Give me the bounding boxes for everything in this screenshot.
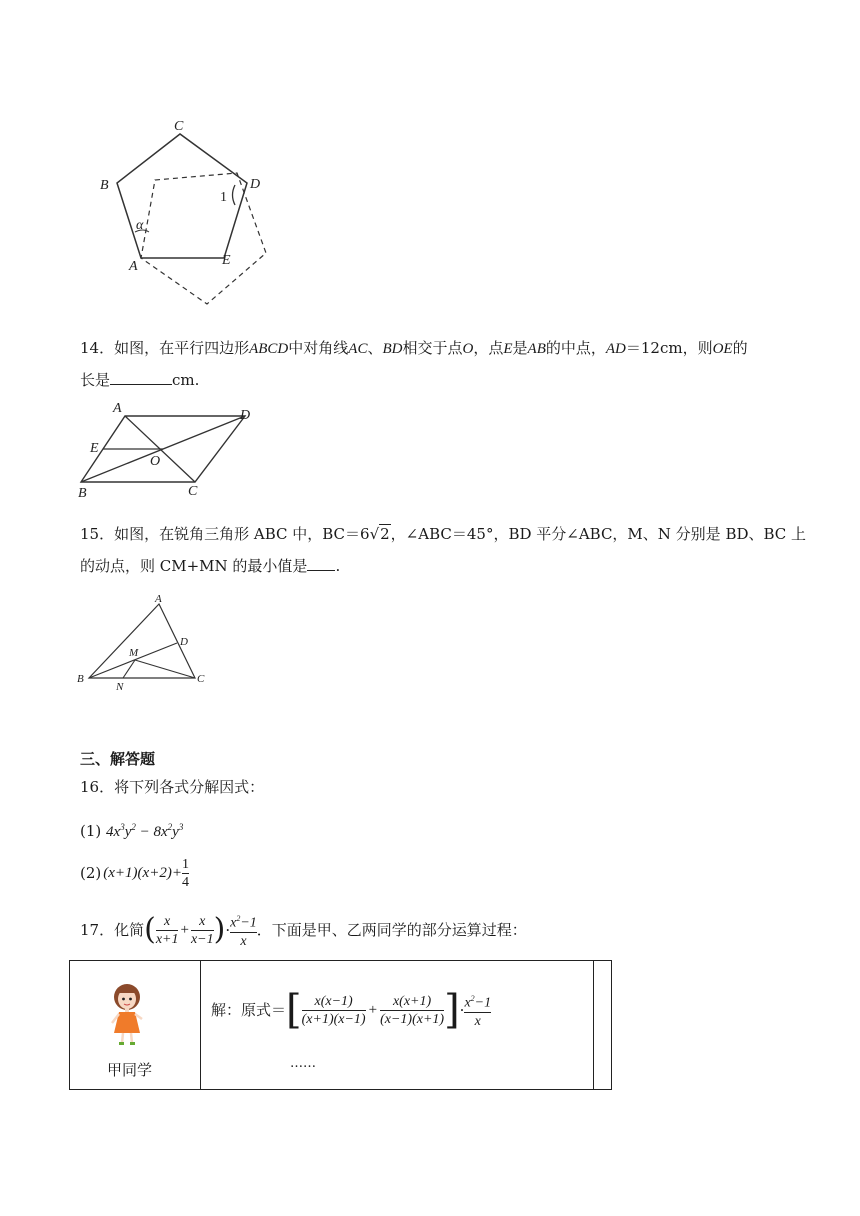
label-1: 1	[220, 190, 227, 205]
expr-16-2: (x+1)(x+2)+	[103, 865, 182, 881]
solution-cell	[201, 961, 594, 1090]
label-A: A	[155, 593, 162, 605]
label-C: C	[188, 484, 198, 499]
label-B: B	[100, 178, 109, 193]
frac-one-quarter: $\frac{1}{4}$	[181, 856, 189, 890]
solution-ellipsis: ……	[290, 1056, 316, 1071]
student-name: 甲同学	[107, 1061, 153, 1079]
section-heading: 三、解答题	[80, 750, 156, 768]
solution-line1: 解：原式＝ [ $\frac{x(x-1)}{(x+1)(x-1)}$ + $\frac{x(x+1)}{(x-1)(x+1)}$ ] · $\frac{x^2-1}{x}$	[211, 987, 492, 1033]
dashed-square	[141, 173, 266, 304]
figure-15-triangle	[75, 590, 215, 694]
pentagon	[117, 134, 247, 258]
q14-answer-blank[interactable]	[110, 370, 172, 385]
label-D: D	[240, 408, 251, 423]
label-A: A	[129, 259, 138, 274]
label-alpha: α	[136, 218, 144, 233]
label-E: E	[222, 253, 231, 268]
figure-14-parallelogram	[75, 398, 265, 502]
q15-line1: 15．如图，在锐角三角形 ABC 中，BC＝6√2，∠ABC＝45°，BD 平分∠ABC，M、N 分别是 BD、BC 上	[80, 525, 807, 543]
label-C: C	[174, 119, 184, 134]
q15-answer-blank[interactable]	[307, 556, 335, 571]
label-A: A	[113, 401, 122, 416]
student-cell	[70, 961, 201, 1090]
sqrt-sign: √	[369, 525, 380, 543]
label-M: M	[129, 647, 139, 659]
label-B: B	[77, 673, 84, 685]
label-B: B	[78, 486, 87, 501]
q17-stem: 17．化简 ( $\frac{x}{x+1}$ + $\frac{x}{x-1}$ ) · $\frac{x^2-1}{x}$ ．下面是甲、乙两同学的部分运算过程：	[80, 912, 527, 949]
label-C: C	[197, 673, 205, 685]
label-N: N	[116, 681, 124, 693]
q14-line2: 长是 cm.	[80, 371, 200, 389]
label-D: D	[180, 636, 188, 648]
label-D: D	[250, 177, 261, 192]
label-O: O	[150, 454, 161, 469]
figure-13-pentagon	[85, 110, 285, 310]
q14-line1: 14．如图，在平行四边形ABCD中对角线AC、BD相交于点O，点E是AB的中点，AD＝12cm，则OE的	[80, 339, 748, 357]
segment-CM	[135, 660, 195, 678]
empty-narrow-cell	[594, 961, 612, 1090]
label-E: E	[90, 441, 99, 456]
q16-part1: (1) $4x^3y^2 - 8x^2y^3$	[80, 822, 184, 840]
segment-MN	[123, 660, 135, 678]
girl-avatar-icon	[107, 983, 147, 1047]
solution-table	[69, 960, 612, 1090]
angle-1-arc	[233, 185, 236, 205]
q16-stem: 16．将下列各式分解因式：	[80, 778, 265, 796]
q16-part2: (2) (x+1)(x+2)+ $\frac{1}{4}$	[80, 856, 189, 890]
expr-16-1: $4x^3y^2 - 8x^2y^3$	[106, 822, 184, 840]
q15-line2: 的动点，则 CM+MN 的最小值是 .	[80, 557, 341, 575]
